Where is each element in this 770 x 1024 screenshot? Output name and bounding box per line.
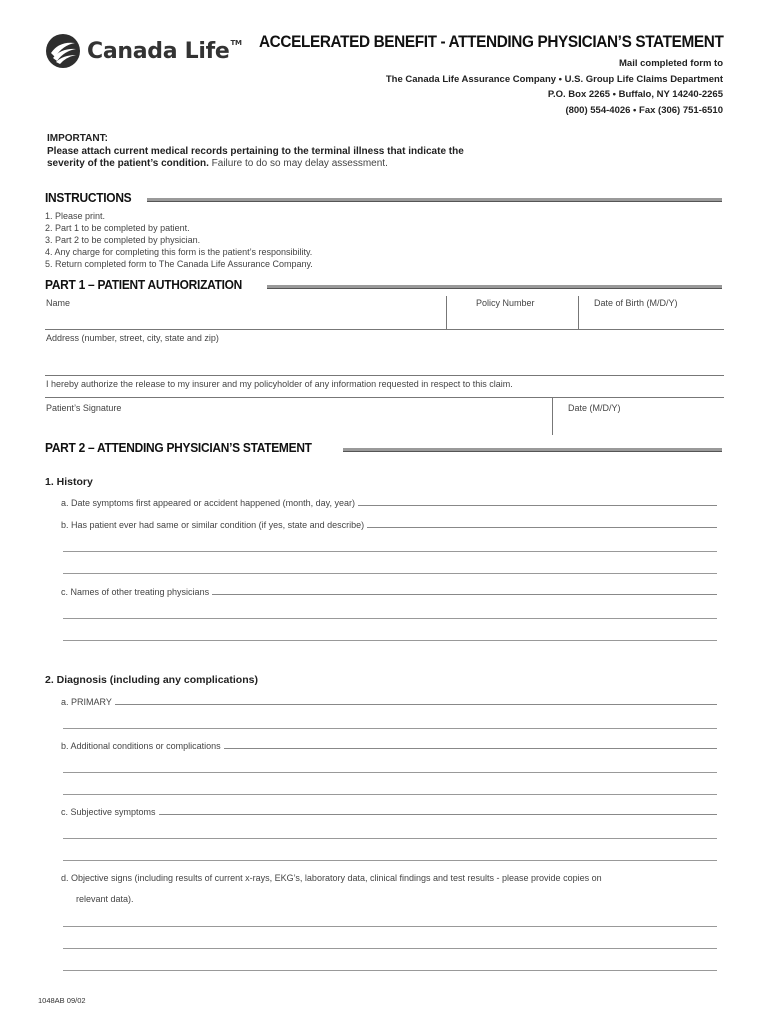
mail-line: Mail completed form to (619, 58, 723, 69)
answer-line[interactable] (63, 551, 717, 552)
answer-line[interactable] (63, 970, 717, 971)
part1-title: PART 1 – PATIENT AUTHORIZATION (45, 277, 243, 292)
heading-rule (267, 285, 722, 289)
instruction-item: 4. Any charge for completing this form is the patient’s responsibility. (45, 247, 313, 257)
important-notice (47, 133, 464, 171)
question-label: b. Has patient ever had same or similar condition (if yes, state and describe) (61, 520, 365, 530)
question-label: a. Date symptoms first appeared or accident happened (month, day, year) (61, 498, 355, 508)
name-field[interactable]: Name (46, 298, 71, 308)
answer-line[interactable] (63, 794, 717, 795)
divider (578, 296, 579, 330)
important-line-1: Please attach current medical records pertaining to the terminal illness that indicate the (47, 145, 464, 157)
authorization-text: I hereby authorize the release to my insurer and my policyholder of any information requested in respect to this claim. (46, 379, 513, 389)
question-label-continued: relevant data). (76, 894, 134, 904)
divider (446, 296, 447, 330)
question-label: c. Subjective symptoms (61, 807, 156, 817)
instruction-item: 5. Return completed form to The Canada Life Assurance Company. (45, 259, 313, 269)
policy-number-field[interactable]: Policy Number (476, 298, 535, 308)
important-line-2: severity of the patient’s condition. (47, 158, 209, 169)
date-of-birth-field[interactable]: Date of Birth (M/D/Y) (594, 298, 678, 308)
form-title: ACCELERATED BENEFIT - ATTENDING PHYSICIAN’S STATEMENT (258, 33, 723, 51)
mail-line: (800) 554-4026 • Fax (306) 751-6510 (565, 104, 723, 116)
answer-line[interactable] (63, 838, 717, 839)
answer-line[interactable] (63, 728, 717, 729)
trademark: TM (230, 38, 242, 47)
divider (45, 329, 724, 330)
brand-name: Canada Life™ (87, 38, 242, 64)
diagnosis-a-field[interactable] (61, 697, 717, 707)
divider (552, 398, 553, 435)
question-label: c. Names of other treating physicians (61, 587, 210, 597)
mailing-address (386, 56, 723, 118)
instructions-heading (45, 190, 722, 205)
question-label: b. Additional conditions or complications (61, 741, 221, 751)
canada-life-logo-icon (45, 33, 81, 69)
answer-line[interactable] (63, 640, 717, 641)
diagnosis-b-field[interactable] (61, 741, 717, 751)
answer-line[interactable] (224, 748, 717, 749)
part1-heading (45, 277, 722, 292)
instructions-title: INSTRUCTIONS (45, 190, 132, 205)
history-c-field[interactable] (61, 587, 717, 597)
answer-line[interactable] (159, 814, 717, 815)
important-label: IMPORTANT: (47, 133, 108, 144)
history-a-field[interactable] (61, 498, 717, 508)
important-tail: Failure to do so may delay assessment. (208, 158, 388, 169)
mail-line: P.O. Box 2265 • Buffalo, NY 14240-2265 (547, 89, 723, 100)
heading-rule (343, 448, 722, 452)
answer-line[interactable] (212, 594, 717, 595)
instruction-item: 2. Part 1 to be completed by patient. (45, 223, 190, 233)
patient-signature-field[interactable]: Patient’s Signature (46, 403, 122, 413)
answer-line[interactable] (358, 505, 717, 506)
signature-date-field[interactable]: Date (M/D/Y) (568, 403, 621, 413)
instruction-item: 3. Part 2 to be completed by physician. (45, 235, 201, 245)
divider (45, 397, 724, 398)
answer-line[interactable] (63, 772, 717, 773)
answer-line[interactable] (115, 704, 717, 705)
divider (45, 375, 724, 376)
form-code: 1048AB 09/02 (38, 996, 86, 1005)
instruction-item: 1. Please print. (45, 211, 106, 221)
diagnosis-d-field (61, 868, 722, 910)
instructions-list (45, 210, 313, 270)
part2-title: PART 2 – ATTENDING PHYSICIAN’S STATEMENT (45, 440, 312, 455)
question-label: d. Objective signs (including results of current x-rays, EKG’s, laboratory data, clinical findings and test results - please provide copies on (61, 873, 602, 883)
answer-line[interactable] (63, 573, 717, 574)
answer-line[interactable] (63, 926, 717, 927)
diagnosis-title: 2. Diagnosis (including any complications) (45, 674, 258, 686)
canada-life-logo (45, 33, 242, 69)
answer-line[interactable] (63, 860, 717, 861)
mail-line: The Canada Life Assurance Company • U.S. Group Life Claims Department (385, 73, 723, 85)
address-field[interactable]: Address (number, street, city, state and zip) (46, 333, 219, 343)
part2-heading (45, 440, 722, 455)
history-title: 1. History (45, 476, 93, 488)
answer-line[interactable] (63, 618, 717, 619)
history-b-field[interactable] (61, 520, 717, 530)
answer-line[interactable] (367, 527, 717, 528)
diagnosis-c-field[interactable] (61, 807, 717, 817)
question-label: a. PRIMARY (61, 697, 112, 707)
heading-rule (147, 198, 722, 202)
answer-line[interactable] (63, 948, 717, 949)
